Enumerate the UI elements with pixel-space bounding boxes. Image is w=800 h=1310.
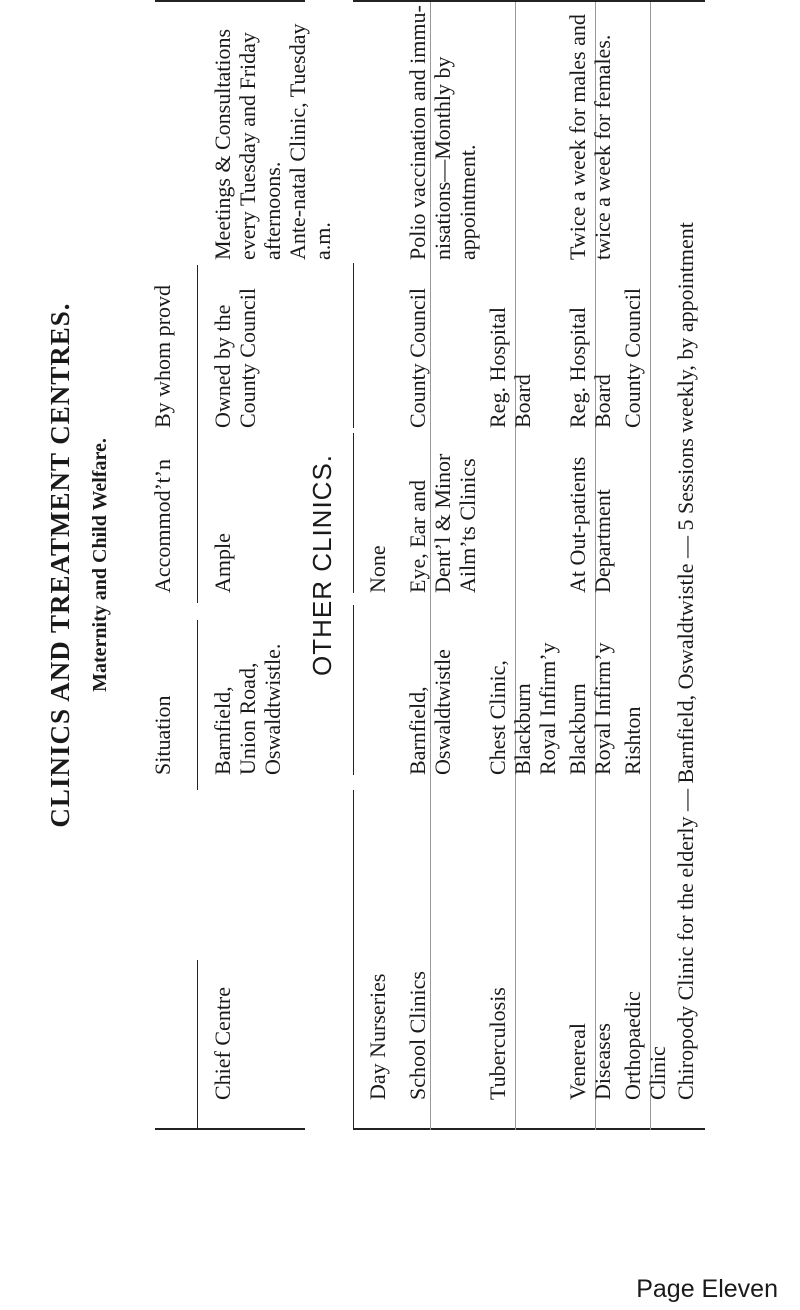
rule xyxy=(155,1128,305,1130)
chief-centre-situation: Barnfield, Union Road, Oswaldtwistle. xyxy=(210,643,285,775)
page-footer: Page Eleven xyxy=(636,1275,778,1303)
row-tuberculosis-provided-by: Reg. Hospital Board xyxy=(485,307,535,428)
rule xyxy=(353,263,354,428)
row-orthopaedic-situation: Rishton xyxy=(620,706,645,775)
chief-centre-name: Chief Centre xyxy=(210,986,235,1100)
chiropody-line: Chiropody Clinic for the elderly — Barnfield, Oswaldtwistle — 5 Sessions weekly, by appointment xyxy=(673,222,698,1100)
row-venereal-notes: Twice a week for males and twice a week for females. xyxy=(565,14,615,260)
rule xyxy=(197,433,198,603)
row-tuberculosis-name: Tuberculosis xyxy=(485,987,510,1100)
row-rule xyxy=(515,2,516,1130)
chief-centre-notes: Meetings & Consultations every Tuesday and Friday afternoons. Ante-natal Clinic, Tuesday a.m. xyxy=(210,23,335,260)
rule xyxy=(353,605,354,775)
row-day-nurseries-name: Day Nurseries xyxy=(365,973,390,1100)
row-school-clinics-name: School Clinics xyxy=(405,971,430,1100)
row-orthopaedic-provided-by: County Council xyxy=(620,288,645,428)
row-school-clinics-accommodation: Eye, Ear and Dent’l & Minor Ailm’ts Clinics xyxy=(405,453,480,593)
rule xyxy=(353,0,705,2)
rule xyxy=(353,433,354,593)
chief-centre-accommodation: Ample xyxy=(210,533,235,593)
row-orthopaedic-name: Orthopaedic Clinic xyxy=(620,991,670,1100)
header-situation: Situation xyxy=(150,695,175,775)
row-venereal-name: Venereal Diseases xyxy=(565,1023,615,1100)
rule xyxy=(353,1128,705,1130)
header-provided-by: By whom provd xyxy=(150,285,175,428)
other-clinics-heading: OTHER CLINICS. xyxy=(307,453,337,677)
header-accommodation: Accommod’t’n xyxy=(150,458,175,593)
row-tuberculosis-situation: Chest Clinic, Blackburn Royal Infirm’y xyxy=(485,642,560,775)
row-day-nurseries-provided-by: County Council xyxy=(405,288,430,428)
rotated-page xyxy=(45,0,705,1130)
rule xyxy=(197,265,198,435)
row-school-clinics-situation: Barnfield, Oswaldtwistle xyxy=(405,649,455,775)
rule xyxy=(197,620,198,790)
row-day-nurseries-accommodation: None xyxy=(365,545,390,593)
page-title: CLINICS AND TREATMENT CENTRES. xyxy=(45,302,75,828)
row-venereal-accommodation: At Out-patients Department xyxy=(565,456,615,593)
row-venereal-situation: Blackburn Royal Infirm’y xyxy=(565,642,615,775)
page-subtitle: Maternity and Child Welfare. xyxy=(89,438,111,692)
row-rule xyxy=(650,2,651,1130)
rule xyxy=(353,790,354,1130)
rule xyxy=(155,0,305,2)
row-venereal-provided-by: Reg. Hospital Board xyxy=(565,307,615,428)
chief-centre-provided-by: Owned by the County Council xyxy=(210,288,260,428)
rule xyxy=(197,960,198,1130)
row-school-clinics-notes: Polio vaccination and immu- nisations—Monthly by appointment. xyxy=(405,5,480,260)
